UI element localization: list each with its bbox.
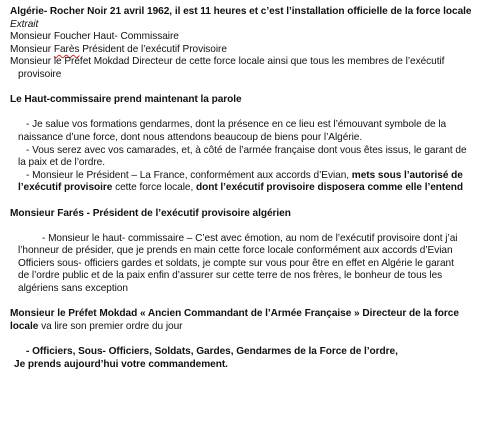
speech-line xyxy=(10,182,494,195)
document-page xyxy=(10,6,494,371)
speech-line: la paix et de l’ordre. xyxy=(18,157,105,169)
attendee-haut-commissaire: Monsieur Foucher Haut- Commissaire xyxy=(10,31,179,43)
spacer xyxy=(10,220,494,233)
spacer xyxy=(10,82,494,95)
speech-line: naissance d’une force, dont nous attendons beaucoup de biens pour l’Algérie. xyxy=(18,131,363,143)
speech-line: l’honneur de présider, que je prends en main cette force locale conformément aux accords d’Evian xyxy=(18,245,453,257)
section-heading-mokdad-cont xyxy=(10,321,494,334)
order-line: Je prends aujourd’hui votre commandement. xyxy=(14,358,228,370)
attendee-prefet-line2: provisoire xyxy=(18,68,62,80)
section-heading-mokdad: Monsieur le Préfet Mokdad « Ancien Commandant de l’Armée Française » Directeur de la force xyxy=(10,308,459,320)
speech-line: - Monsieur le haut- commissaire – C’est avec émotion, au nom de l’exécutif provisoire dont j’ai xyxy=(42,232,458,244)
section-heading-fares: Monsieur Farés - Président de l’exécutif provisoire algérien xyxy=(10,207,291,219)
speech-emphasis: l’exécutif provisoire xyxy=(18,182,113,194)
speech-emphasis: mets sous l’autorisé de xyxy=(351,169,463,181)
document-title: Algérie- Rocher Noir 21 avril 1962, il est 11 heures et c’est l’installation officielle de la force locale xyxy=(10,6,472,17)
speech-line: algériens sans exception xyxy=(18,283,128,295)
heading-text: va lire son premier ordre du jour xyxy=(38,320,183,332)
order-line: - Officiers, Sous- Officiers, Soldats, Gardes, Gendarmes de la Force de l’ordre, xyxy=(26,346,398,358)
spacer xyxy=(10,195,494,208)
heading-emphasis: locale xyxy=(10,320,39,332)
section-heading-haut-commissaire: Le Haut-commissaire prend maintenant la parole xyxy=(10,94,242,106)
spacer xyxy=(10,107,494,120)
speech-line xyxy=(10,170,494,183)
spacer xyxy=(10,333,494,346)
speech-emphasis: dont l’exécutif provisoire disposera comme elle l’entend xyxy=(196,182,464,194)
extract-label: Extrait xyxy=(10,18,39,30)
speech-line: de l’ordre public et de la paix enfin d’assurer sur cette terre de nos frères, le bonheur de tous les xyxy=(18,270,443,282)
attendee-prefet-line1: Monsieur le Préfet Mokdad Directeur de cette force locale ainsi que tous les membres de l’exécutif xyxy=(10,56,445,68)
misspelled-name-fares: Farès xyxy=(53,43,80,55)
speech-line: - Vous serez avec vos camarades, et, à côté de l’armée française dont vous êtes issus, le garant de xyxy=(26,144,467,156)
attendee-president xyxy=(10,44,494,57)
speech-line: - Je salue vos formations gendarmes, dont la présence en ce lieu est l’émouvant symbole de la xyxy=(26,119,447,131)
speech-line: Officiers sous- officiers gardes et soldats, je compte sur vous pour être en effet en Algérie le garant xyxy=(18,257,454,269)
attendee-president-role: Président de l’exécutif Provisoire xyxy=(79,43,227,55)
speech-text: - Monsieur le Président – La France, conformément aux accords d’Evian, xyxy=(26,169,352,181)
speech-text: cette force locale, xyxy=(112,182,196,194)
attendee-president-prefix: Monsieur xyxy=(10,43,54,55)
spacer xyxy=(10,296,494,309)
